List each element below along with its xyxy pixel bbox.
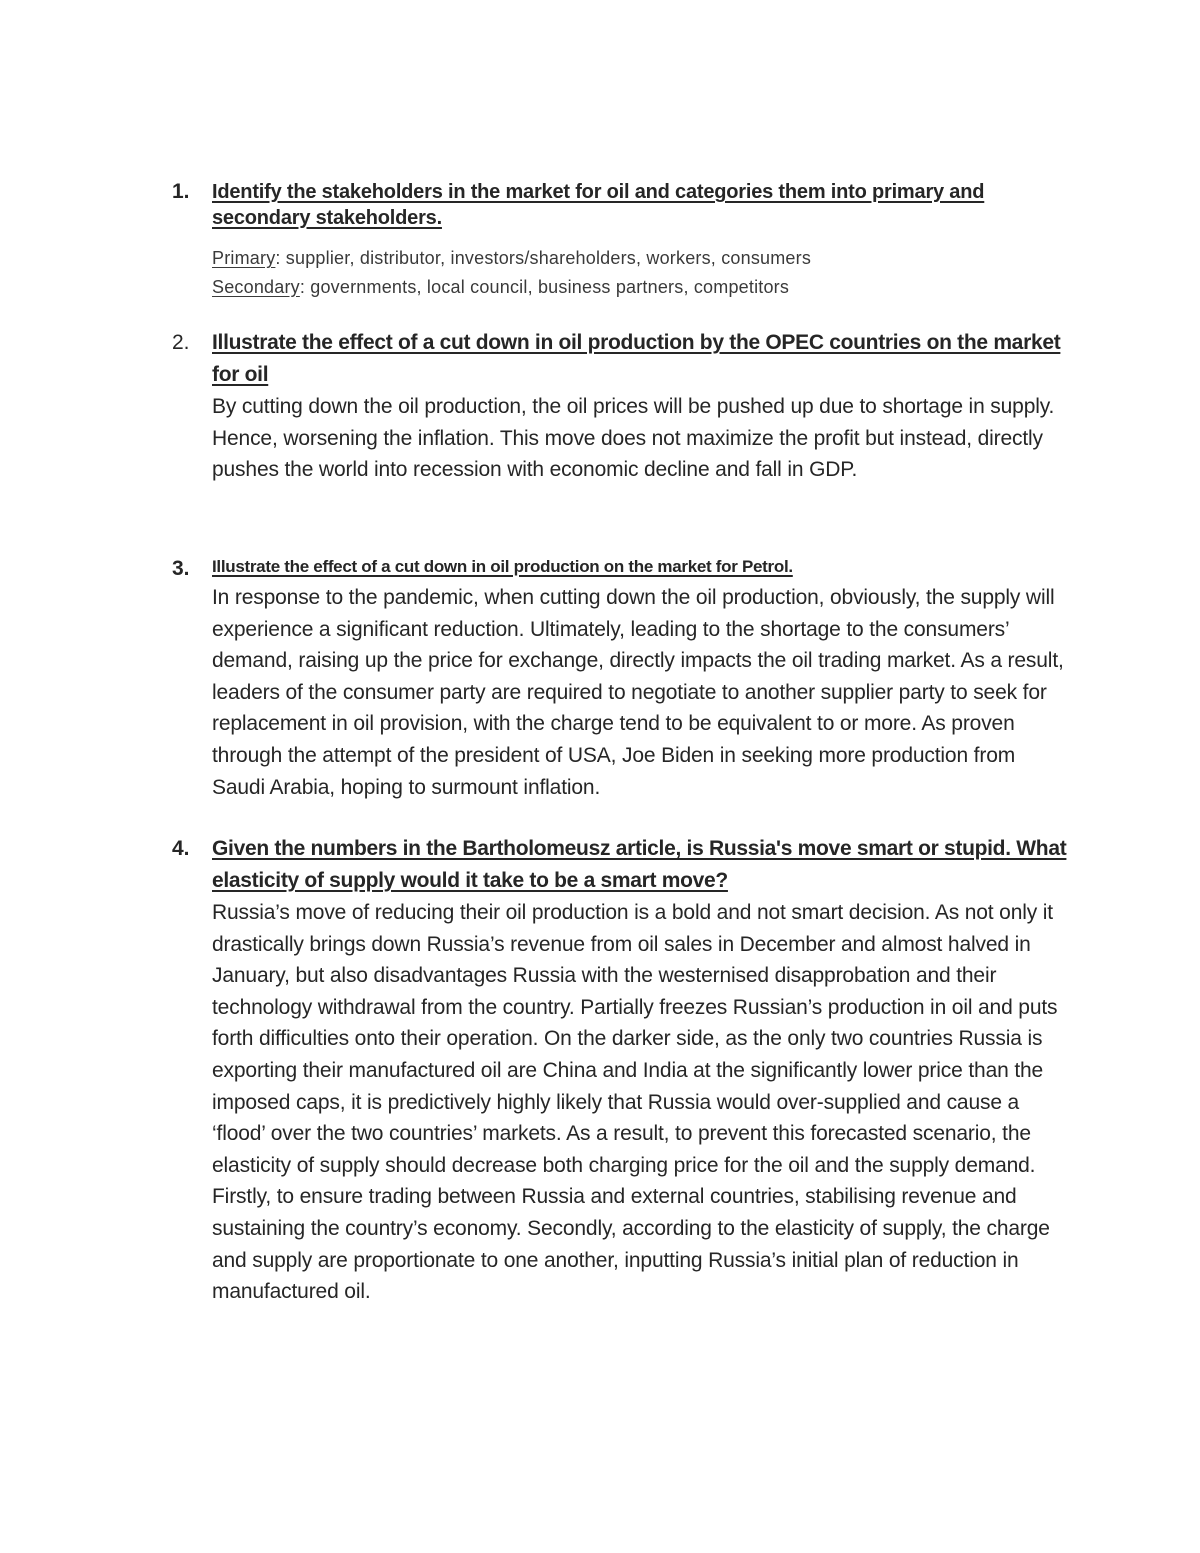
question-heading-1: Identify the stakeholders in the market for oil and categories them into primary and secondary stakeholders. bbox=[212, 181, 985, 229]
secondary-label: Secondary bbox=[212, 276, 300, 297]
question-number-1: 1. bbox=[172, 180, 190, 203]
answer-4: Russia’s move of reducing their oil production is a bold and not smart decision. As not only it drastically brings down Russia’s revenue from oil sales in December and almost halved in January, but also disadvantages Russia with the westernised disapprobation and their technology withdrawal from the country. Partially freezes Russian’s production in oil and puts forth difficulties onto their operation. On the darker side, as the only two countries Russia is exporting their manufactured oil are China and India at the significantly lower price than the imposed caps, it is predictively highly likely that Russia would over-supplied and cause a ‘flood’ over the two countries’ markets. As a result, to prevent this forecasted scenario, the elasticity of supply should decrease both charging price for the oil and the supply demand. Firstly, to ensure trading between Russia and external countries, stabilising revenue and sustaining the country’s economy. Secondly, according to the elasticity of supply, the charge and supply are proportionate to one another, inputting Russia’s initial plan of reduction in manufactured oil. bbox=[212, 901, 1058, 1304]
question-heading-3: Illustrate the effect of a cut down in oil production on the market for Petrol. bbox=[212, 557, 793, 576]
secondary-list: : governments, local council, business partners, competitors bbox=[299, 276, 790, 297]
question-heading-4: Given the numbers in the Bartholomeusz article, is Russia's move smart or stupid. What elasticity of supply would it take to be a smart move? bbox=[212, 837, 1067, 892]
answer-2: By cutting down the oil production, the oil prices will be pushed up due to shortage in supply. Hence, worsening the inflation. This move does not maximize the profit but instead, directly pushes the world into recession with economic decline and fall in GDP. bbox=[212, 395, 1055, 482]
stakeholders-secondary-line bbox=[212, 273, 1072, 302]
question-number-4: 4. bbox=[172, 837, 190, 860]
question-number-3: 3. bbox=[172, 557, 190, 580]
primary-list: : supplier, distributor, investors/shareholders, workers, consumers bbox=[275, 248, 812, 268]
answer-3: In response to the pandemic, when cutting down the oil production, obviously, the supply will experience a significant reduction. Ultimately, leading to the shortage to the consumers’ demand, raising up the price for exchange, directly impacts the oil trading market. As a result, leaders of the consumer party are required to negotiate to another supplier party to seek for replacement in oil provision, with the charge tend to be equivalent to or more. As proven through the attempt of the president of USA, Joe Biden in seeking more production from Saudi Arabia, hoping to surmount inflation. bbox=[212, 586, 1064, 799]
question-number-2: 2. bbox=[172, 331, 190, 354]
stakeholders-primary-line bbox=[212, 244, 1072, 273]
primary-label: Primary bbox=[212, 248, 276, 268]
question-heading-2: Illustrate the effect of a cut down in oil production by the OPEC countries on the market for oil bbox=[212, 331, 1061, 386]
